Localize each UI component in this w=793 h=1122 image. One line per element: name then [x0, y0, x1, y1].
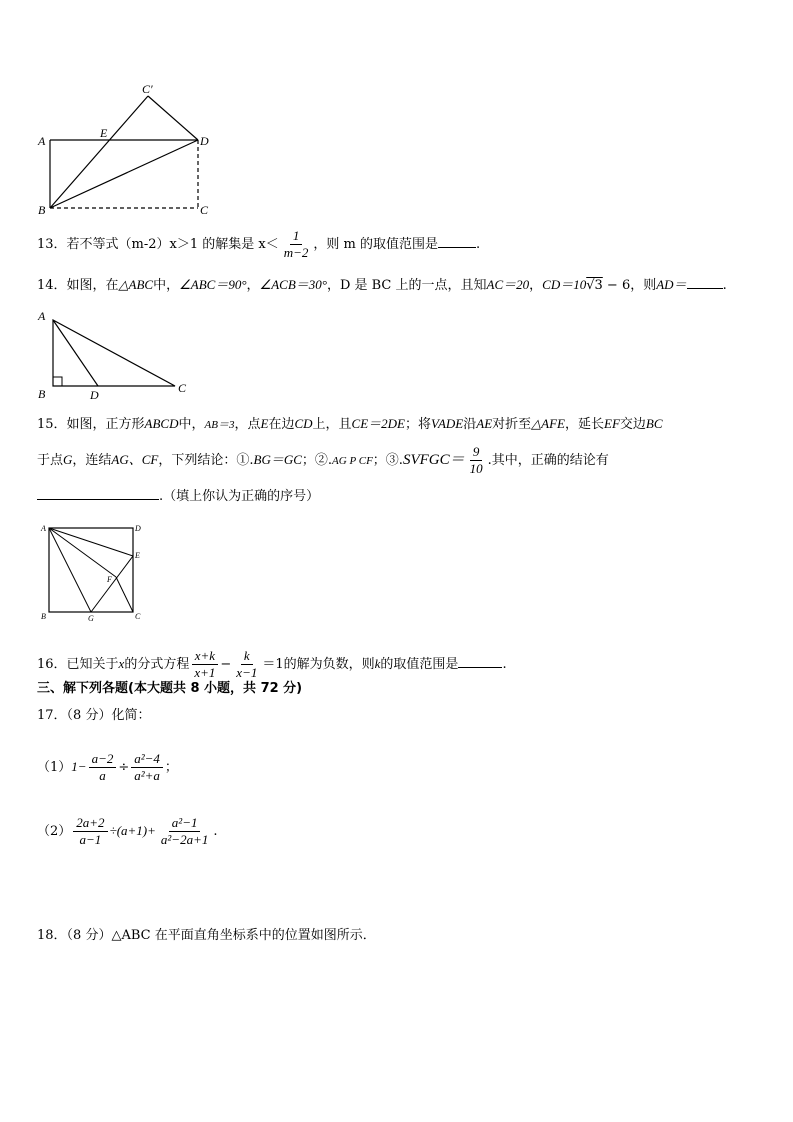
- q14-cd: CD＝10: [542, 277, 587, 292]
- q17-p1-one: 1−: [71, 759, 87, 774]
- q16-fraction-1: [191, 648, 218, 681]
- q14-angle-abc: ∠ABC＝90°: [179, 277, 247, 292]
- q15-text-2c: ，下列结论：①.: [158, 453, 254, 468]
- segment-cprime-d: [148, 96, 198, 140]
- label-c: C: [178, 381, 187, 395]
- q16-f1-den: x+1: [194, 665, 216, 680]
- label-e: E: [100, 126, 108, 140]
- q16-minus: −: [220, 657, 232, 672]
- q15-text-d: 在边: [268, 417, 295, 432]
- q13-fraction: [281, 228, 312, 261]
- question-15-line-3: [37, 488, 319, 506]
- q16-text: 16．已知关于: [37, 657, 119, 672]
- q13-text-post: ，则 m 的取值范围是: [313, 237, 438, 252]
- q17-p1-f2-den: a²+a: [134, 768, 160, 783]
- q15-afe: △AFE: [531, 416, 565, 431]
- q14-ad: AD＝: [656, 277, 687, 292]
- q16-f1-num: x+k: [192, 648, 218, 665]
- question-16: [37, 648, 507, 681]
- q15-text-3: .（填上你认为正确的序号）: [159, 489, 320, 504]
- q16-f2-num: k: [241, 648, 253, 665]
- label-d: D: [135, 524, 141, 533]
- q17-p2-f1-den: a−1: [79, 832, 102, 847]
- q15-ce: CE＝2DE: [351, 416, 405, 431]
- figure-square: [38, 520, 148, 626]
- q14-text-4: ，: [529, 278, 543, 293]
- question-13: [37, 228, 480, 261]
- q15-fraction: [467, 444, 486, 477]
- label-cprime: C′: [142, 82, 153, 96]
- q15-text-f: ；将: [404, 417, 431, 432]
- label-b: B: [38, 387, 46, 401]
- q17-p1-label: （1）: [37, 760, 72, 775]
- q15-ab: AB＝3: [204, 419, 235, 431]
- segment-af: [49, 528, 116, 577]
- q15-ae: AE: [476, 416, 493, 431]
- triangle-abc: [53, 320, 175, 386]
- question-15-line-1: [37, 415, 663, 434]
- q17-part-1: [37, 751, 178, 784]
- segment-eg: [91, 556, 133, 612]
- q14-text-3: ，D 是 BC 上的一点，且知: [326, 278, 487, 293]
- q17-p1-end: ；: [164, 760, 178, 775]
- q15-agcf: AG、CF: [111, 452, 159, 467]
- answer-blank-13[interactable]: [438, 247, 476, 248]
- q17-p1-fraction-1: [89, 751, 117, 784]
- q17-title: 17．（8 分）化简：: [37, 708, 151, 723]
- figure-rectangle-fold: [30, 78, 230, 223]
- segment-cf: [116, 577, 133, 612]
- q17-p2-f2-den: a²−2a+1: [160, 832, 209, 847]
- q17-p2-label: （2）: [37, 824, 72, 839]
- section-heading-3: 三、解下列各题(本大题共 8 小题，共 72 分): [37, 681, 303, 696]
- q17-p2-f1-num: 2a+2: [73, 815, 107, 832]
- label-g: G: [88, 614, 94, 623]
- q14-sqrt: √3: [586, 278, 603, 293]
- q15-e: E: [260, 416, 269, 431]
- q15-text-2a: 于点: [37, 453, 64, 468]
- q14-minus: − 6: [602, 278, 631, 293]
- q17-p2-f2-num: a²−1: [169, 815, 201, 832]
- q15-conclusion-1: BG＝GC: [253, 452, 302, 467]
- square-abcd: [49, 528, 133, 612]
- q15-frac-num: 9: [470, 444, 483, 461]
- segment-bcprime: [50, 96, 148, 208]
- segment-ae: [49, 528, 133, 556]
- q16-x: x: [118, 656, 125, 671]
- q16-end: .: [502, 657, 507, 672]
- right-angle-mark: [53, 377, 62, 386]
- segment-bd: [50, 140, 198, 208]
- question-18: 18．（8 分）△ABC 在平面直角坐标系中的位置如图所示．: [37, 928, 376, 943]
- q13-end: .: [476, 237, 481, 252]
- q15-text-2d: ；②.: [301, 453, 333, 468]
- q14-triangle: △ABC: [118, 277, 154, 292]
- label-c: C: [135, 612, 141, 621]
- q15-abcd: ABCD: [144, 416, 179, 431]
- q15-text: 15．如图，正方形: [37, 417, 145, 432]
- q17-p1-f1-den: a: [99, 768, 106, 783]
- q15-cd: CD: [294, 416, 313, 431]
- label-a: A: [38, 134, 46, 148]
- q14-text-5: ，则: [630, 278, 657, 293]
- q14-sep: ，: [246, 278, 260, 293]
- q13-text: 13．若不等式（m-2）x＞1 的解集是 x＜: [37, 237, 279, 252]
- q14-ac: AC＝20: [486, 277, 530, 292]
- q16-eq: ＝1: [262, 657, 284, 672]
- answer-blank-16[interactable]: [458, 667, 502, 668]
- q15-text-h: 对折至: [492, 417, 532, 432]
- q17-p2-fraction-1: [73, 815, 107, 848]
- q17-p2-mid: ÷(a+1)+: [109, 823, 156, 838]
- label-b: B: [38, 203, 46, 217]
- label-e: E: [135, 551, 140, 560]
- q15-text-i: ，延长: [565, 417, 605, 432]
- label-a: A: [38, 309, 46, 323]
- q14-text: 14．如图，在: [37, 278, 119, 293]
- q15-text-j: 交边: [619, 417, 646, 432]
- q17-part-2: [37, 815, 218, 848]
- q15-text-2f: .其中，正确的结论有: [487, 453, 609, 468]
- q16-text-post: 的解为负数，则: [283, 657, 375, 672]
- q17-p2-end: .: [213, 824, 218, 839]
- q14-end: .: [722, 278, 727, 293]
- q16-text-mid: 的分式方程: [124, 657, 190, 672]
- q16-fraction-2: [233, 648, 260, 681]
- q15-ef: EF: [604, 416, 620, 431]
- q15-conclusion-2: AG P CF: [332, 455, 373, 467]
- q15-g: G: [63, 452, 73, 467]
- q16-text-post2: 的取值范围是: [380, 657, 459, 672]
- q13-den: m−2: [283, 245, 309, 260]
- question-15-line-2: [37, 444, 609, 477]
- q15-text-e: 上，且: [312, 417, 352, 432]
- segment-ad: [53, 320, 98, 386]
- label-a: A: [41, 524, 46, 533]
- q16-f2-den: x−1: [236, 665, 258, 680]
- label-d: D: [90, 388, 99, 402]
- label-d: D: [200, 134, 209, 148]
- q13-num: 1: [290, 228, 303, 245]
- q16-k: k: [374, 656, 381, 671]
- q15-text-2e: ；③.: [372, 453, 403, 468]
- q15-text-2b: ，连结: [72, 453, 112, 468]
- q17-p1-fraction-2: [131, 751, 163, 784]
- q14-text-2: 中，: [153, 278, 180, 293]
- q15-vade: VADE: [431, 416, 464, 431]
- q15-text-b: 中，: [178, 417, 205, 432]
- label-c: C: [200, 203, 209, 217]
- q17-p1-f1-num: a−2: [89, 751, 117, 768]
- q17-p1-f2-num: a²−4: [131, 751, 163, 768]
- q17-p1-div: ÷: [118, 760, 130, 775]
- q14-angle-acb: ∠ACB＝30°: [259, 277, 327, 292]
- label-b: B: [41, 612, 46, 621]
- q17-p2-fraction-2: [158, 815, 211, 848]
- figure-right-triangle: [32, 306, 197, 402]
- q15-frac-den: 10: [469, 461, 483, 476]
- q15-bc: BC: [645, 416, 663, 431]
- q15-text-g: 沿: [463, 417, 477, 432]
- answer-blank-15[interactable]: [37, 499, 159, 500]
- answer-blank-14[interactable]: [687, 288, 723, 289]
- label-f: F: [107, 575, 112, 584]
- q15-text-c: ，点: [234, 417, 261, 432]
- q15-conclusion-3: SVFGC＝: [402, 452, 465, 468]
- question-14: [37, 276, 727, 295]
- segment-ag: [49, 528, 91, 612]
